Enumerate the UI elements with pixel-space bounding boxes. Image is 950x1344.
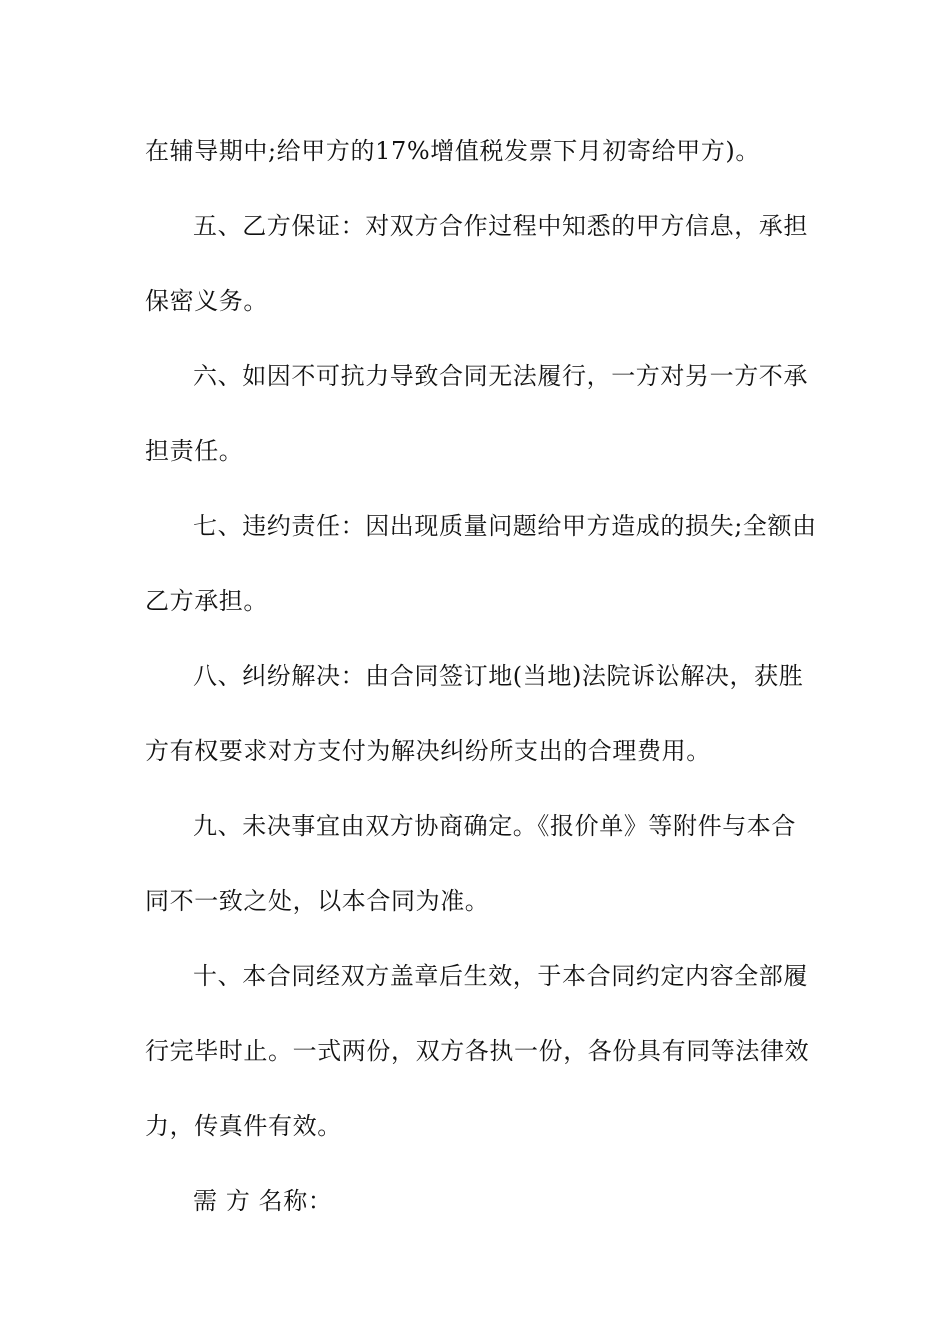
text-line-clause6-end: 担责任。 — [145, 437, 244, 465]
text-line-clause4-end: 在辅导期中;给甲方的17%增值税发票下月初寄给甲方)。 — [145, 137, 760, 165]
text-line-clause10-middle: 行完毕时止。一式两份，双方各执一份，各份具有同等法律效 — [145, 1037, 810, 1065]
text-line-clause9-end: 同不一致之处，以本合同为准。 — [145, 887, 490, 915]
text-line-clause10-start: 十、本合同经双方盖章后生效，于本合同约定内容全部履 — [193, 962, 808, 990]
text-line-clause8-end: 方有权要求对方支付为解决纠纷所支出的合理费用。 — [145, 737, 711, 765]
buyer-name-label: 需 方 名称： — [193, 1187, 333, 1215]
text-line-clause5-end: 保密义务。 — [145, 287, 268, 315]
text-line-clause5-start: 五、乙方保证：对双方合作过程中知悉的甲方信息，承担 — [193, 212, 808, 240]
text-line-clause9-start: 九、未决事宜由双方协商确定。《报价单》等附件与本合 — [193, 812, 796, 840]
text-line-clause8-start: 八、纠纷解决：由合同签订地(当地)法院诉讼解决，获胜 — [193, 662, 804, 690]
text-line-clause7-end: 乙方承担。 — [145, 587, 268, 615]
document-body — [145, 128, 817, 1253]
text-line-clause6-start: 六、如因不可抗力导致合同无法履行，一方对另一方不承 — [193, 362, 808, 390]
text-line-clause10-end: 力，传真件有效。 — [145, 1112, 342, 1140]
text-line-clause7-start: 七、违约责任：因出现质量问题给甲方造成的损失;全额由 — [193, 512, 817, 540]
